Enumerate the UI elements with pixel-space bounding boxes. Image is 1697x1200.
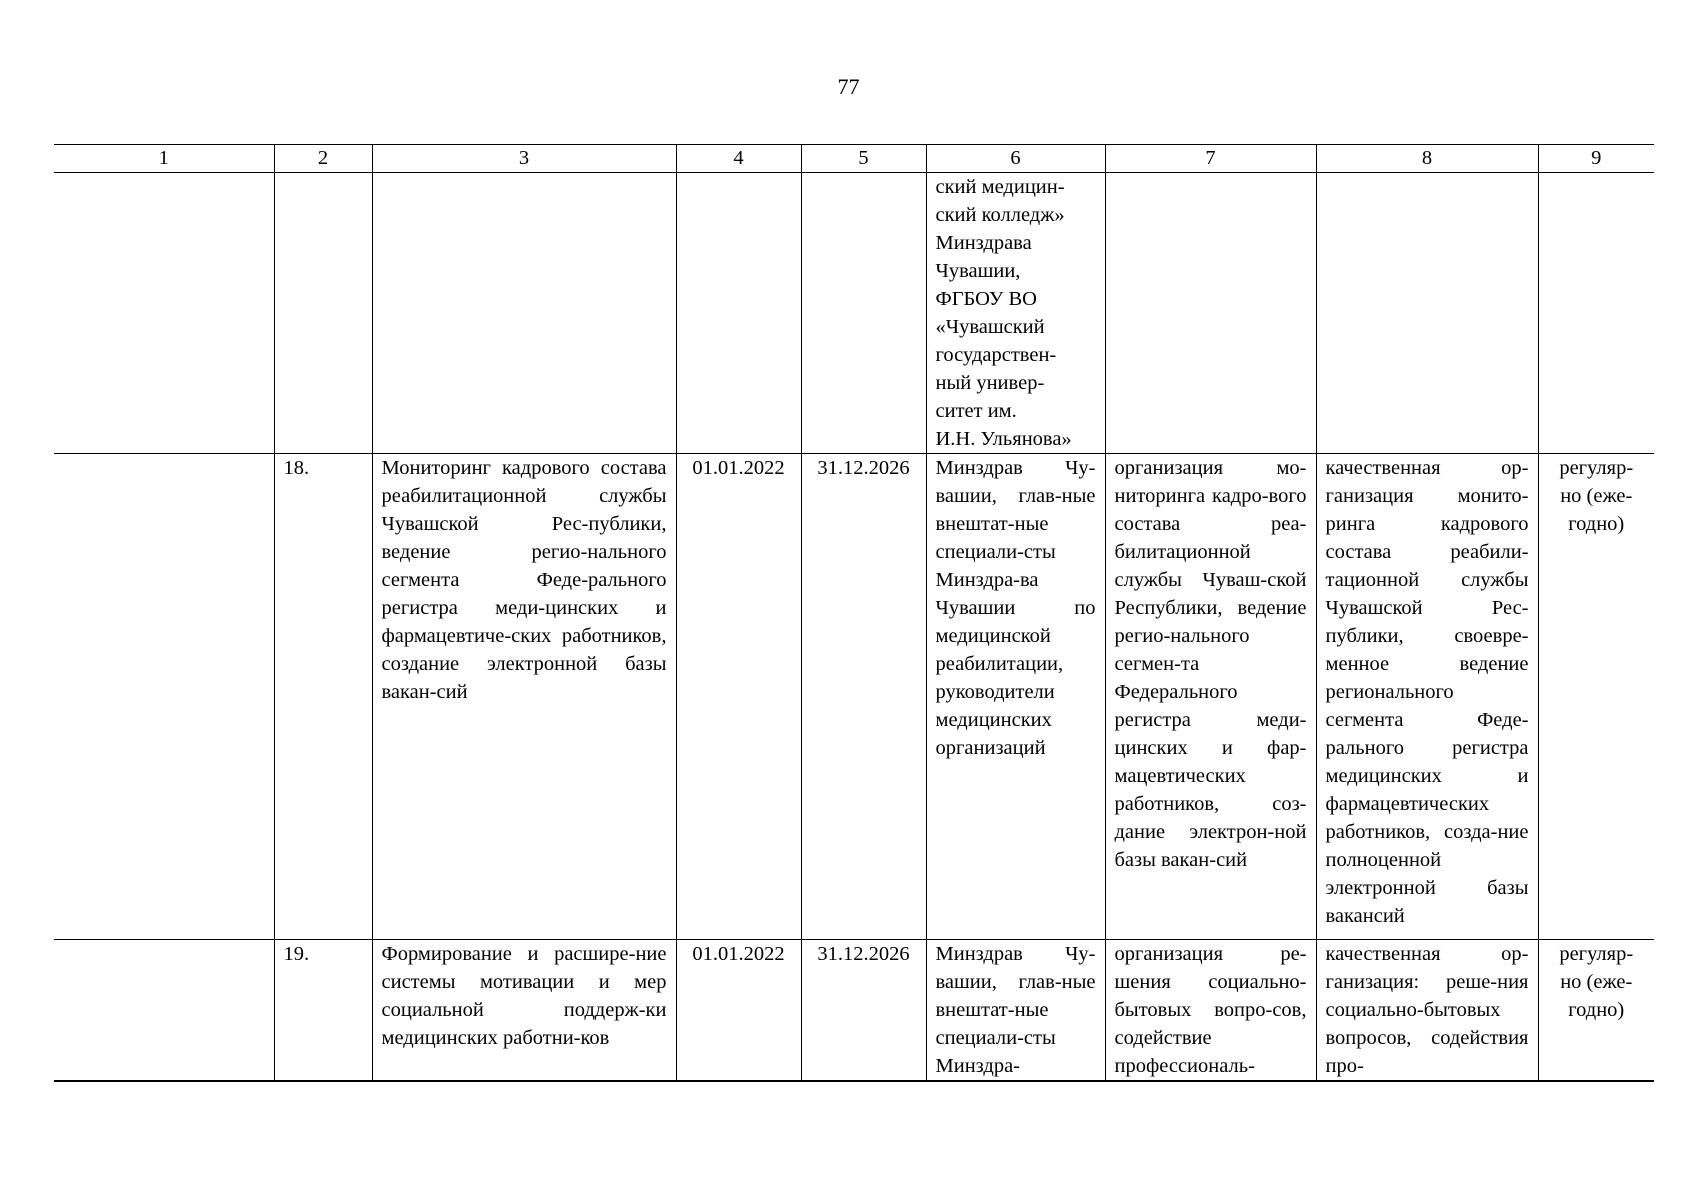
row-19-number: 19. — [274, 940, 372, 1082]
table-row — [54, 454, 1654, 940]
column-header-9: 9 — [1538, 145, 1654, 173]
row-18-responsible: Минздрав Чу-вашии, глав-ные внештат-ные специали-сты Минздра-ва Чувашии по медицинской реабилитации, руководители медицинских организаций — [926, 454, 1105, 940]
row-18-frequency: регуляр- но (еже- годно) — [1538, 454, 1654, 940]
row-18-activity: Мониторинг кадрового состава реабилитационной службы Чувашской Рес-публики, ведение регио-нального сегмента Феде-рального регистра меди-цинских и фармацевтиче-ских работников, создание электронной базы вакан-сий — [372, 454, 676, 940]
column-header-5: 5 — [801, 145, 926, 173]
row-1-col-3 — [372, 173, 676, 454]
table-header-row — [54, 145, 1654, 173]
plan-table — [54, 144, 1654, 1082]
column-header-6: 6 — [926, 145, 1105, 173]
row-1-col-5 — [801, 173, 926, 454]
row-19-result: организация ре-шения социально-бытовых вопро-сов, содействие профессиональ- — [1105, 940, 1316, 1082]
row-19-responsible: Минздрав Чу-вашии, глав-ные внештат-ные специали-сты Минздра- — [926, 940, 1105, 1082]
column-header-4: 4 — [676, 145, 801, 173]
row-19-col-1 — [54, 940, 274, 1082]
row-18-start-date: 01.01.2022 — [676, 454, 801, 940]
row-18-end-date: 31.12.2026 — [801, 454, 926, 940]
row-19-end-date: 31.12.2026 — [801, 940, 926, 1082]
row-1-col-1 — [54, 173, 274, 454]
row-18-col-1 — [54, 454, 274, 940]
row-18-indicator: качественная ор-ганизация монито-ринга кадрового состава реабили-тационной службы Чувашской Рес-публики, своевре-менное ведение регионального сегмента Феде-рального регистра медицинских и фармацевтических работников, созда-ние полноценной электронной базы вакансий — [1316, 454, 1538, 940]
column-header-1: 1 — [54, 145, 274, 173]
column-header-8: 8 — [1316, 145, 1538, 173]
row-1-col-9 — [1538, 173, 1654, 454]
row-18-number: 18. — [274, 454, 372, 940]
row-1-col-2 — [274, 173, 372, 454]
row-1-col-4 — [676, 173, 801, 454]
table-row — [54, 173, 1654, 454]
row-1-col-8 — [1316, 173, 1538, 454]
row-1-col-7 — [1105, 173, 1316, 454]
table-row — [54, 940, 1654, 1082]
row-19-start-date: 01.01.2022 — [676, 940, 801, 1082]
page-number: 77 — [837, 74, 860, 99]
column-header-3: 3 — [372, 145, 676, 173]
column-header-7: 7 — [1105, 145, 1316, 173]
row-19-frequency: регуляр- но (еже- годно) — [1538, 940, 1654, 1082]
row-1-col-6: ский медицин- ский колледж» Минздрава Чувашии, ФГБОУ ВО «Чувашский государствен- ный универ- ситет им. И.Н. Ульянова» — [926, 173, 1105, 454]
column-header-2: 2 — [274, 145, 372, 173]
row-19-indicator: качественная ор-ганизация: реше-ния социально-бытовых вопросов, содействия про- — [1316, 940, 1538, 1082]
row-19-activity: Формирование и расшире-ние системы мотивации и мер социальной поддерж-ки медицинских работни-ков — [372, 940, 676, 1082]
row-18-result: организация мо-ниторинга кадро-вого состава реа-билитационной службы Чуваш-ской Республики, ведение регио-нального сегмен-та Федерального регистра меди-цинских и фар-мацевтических работников, соз-дание электрон-ной базы вакан-сий — [1105, 454, 1316, 940]
